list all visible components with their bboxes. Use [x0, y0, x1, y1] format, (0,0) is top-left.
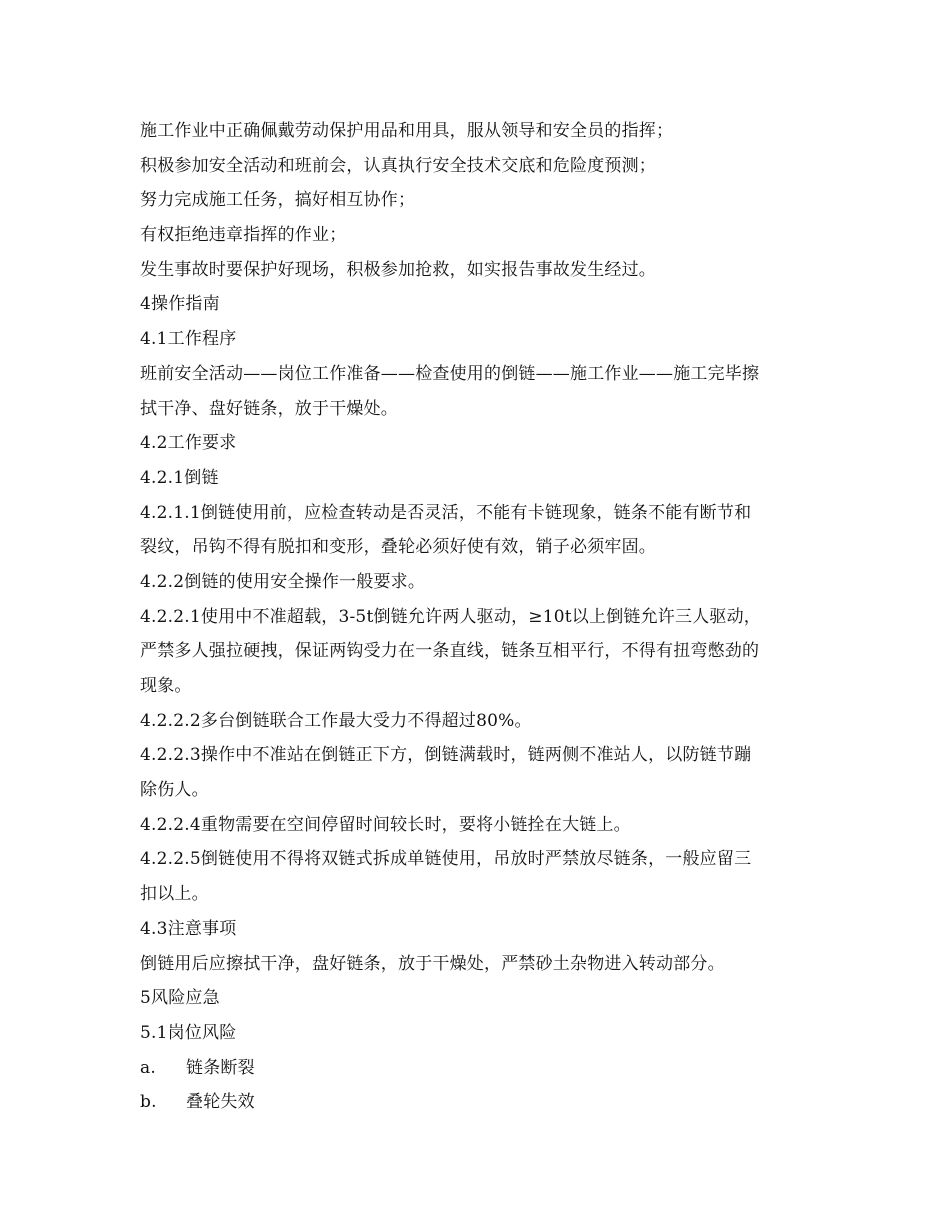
paragraph-line: 裂纹，吊钩不得有脱扣和变形，叠轮必须好使有效，销子必须牢固。: [140, 537, 656, 558]
subsection-heading: 4.3注意事项: [140, 918, 237, 939]
paragraph-line: 拭干净、盘好链条，放于干燥处。: [140, 398, 398, 419]
list-item: [140, 1085, 820, 1120]
paragraph-line: 班前安全活动——岗位工作准备——检查使用的倒链——施工作业——施工完毕擦: [140, 363, 760, 384]
subsection-heading: 4.2工作要求: [140, 433, 237, 454]
subsection-heading: 4.1工作程序: [140, 329, 237, 350]
section-heading: 5风险应急: [140, 988, 220, 1009]
paragraph-line: 发生事故时要保护好现场，积极参加抢救，如实报告事故发生经过。: [140, 259, 656, 280]
paragraph-line: 除伤人。: [140, 780, 209, 801]
document-body: [140, 114, 820, 1120]
paragraph-line: 扣以上。: [140, 884, 209, 905]
paragraph-line: 现象。: [140, 676, 192, 696]
subsection-heading: 5.1岗位风险: [140, 1022, 237, 1043]
list-item-marker: b.: [140, 1092, 157, 1113]
paragraph-line: 积极参加安全活动和班前会，认真执行安全技术交底和危险度预测；: [140, 155, 656, 176]
paragraph-line: 4.2.2.4重物需要在空间停留时间较长时，要将小链拴在大链上。: [140, 814, 631, 835]
paragraph-line: 4.2.2.3操作中不准站在倒链正下方，倒链满载时，链两侧不准站人，以防链节蹦: [140, 745, 752, 766]
paragraph-line: 有权拒绝违章指挥的作业；: [140, 225, 347, 246]
list-item: [140, 1051, 820, 1086]
section-heading: 4操作指南: [140, 294, 220, 315]
paragraph-line: 4.2.2.1使用中不准超载，3-5t倒链允许两人驱动，≥10t以上倒链允许三人驱动，: [140, 606, 761, 627]
subsection-heading: 4.2.2倒链的使用安全操作一般要求。: [140, 571, 426, 592]
paragraph-line: 施工作业中正确佩戴劳动保护用品和用具，服从领导和安全员的指挥；: [140, 121, 674, 141]
list-item-text: 叠轮失效: [186, 1092, 255, 1113]
paragraph-line: 4.2.2.2多台倒链联合工作最大受力不得超过80%。: [140, 710, 532, 731]
list-item-marker: a.: [140, 1057, 156, 1078]
subsection-heading: 4.2.1倒链: [140, 467, 219, 488]
paragraph-line: 4.2.1.1倒链使用前，应检查转动是否灵活，不能有卡链现象，链条不能有断节和: [140, 502, 752, 523]
paragraph-line: 4.2.2.5倒链使用不得将双链式拆成单链使用，吊放时严禁放尽链条，一般应留三: [140, 849, 752, 870]
list-item-text: 链条断裂: [186, 1057, 255, 1078]
paragraph-line: 严禁多人强拉硬拽，保证两钩受力在一条直线，链条互相平行，不得有扭弯憋劲的: [140, 641, 760, 662]
paragraph-line: 倒链用后应擦拭干净，盘好链条，放于干燥处，严禁砂土杂物进入转动部分。: [140, 953, 725, 974]
paragraph-line: 努力完成施工任务，搞好相互协作；: [140, 190, 416, 211]
